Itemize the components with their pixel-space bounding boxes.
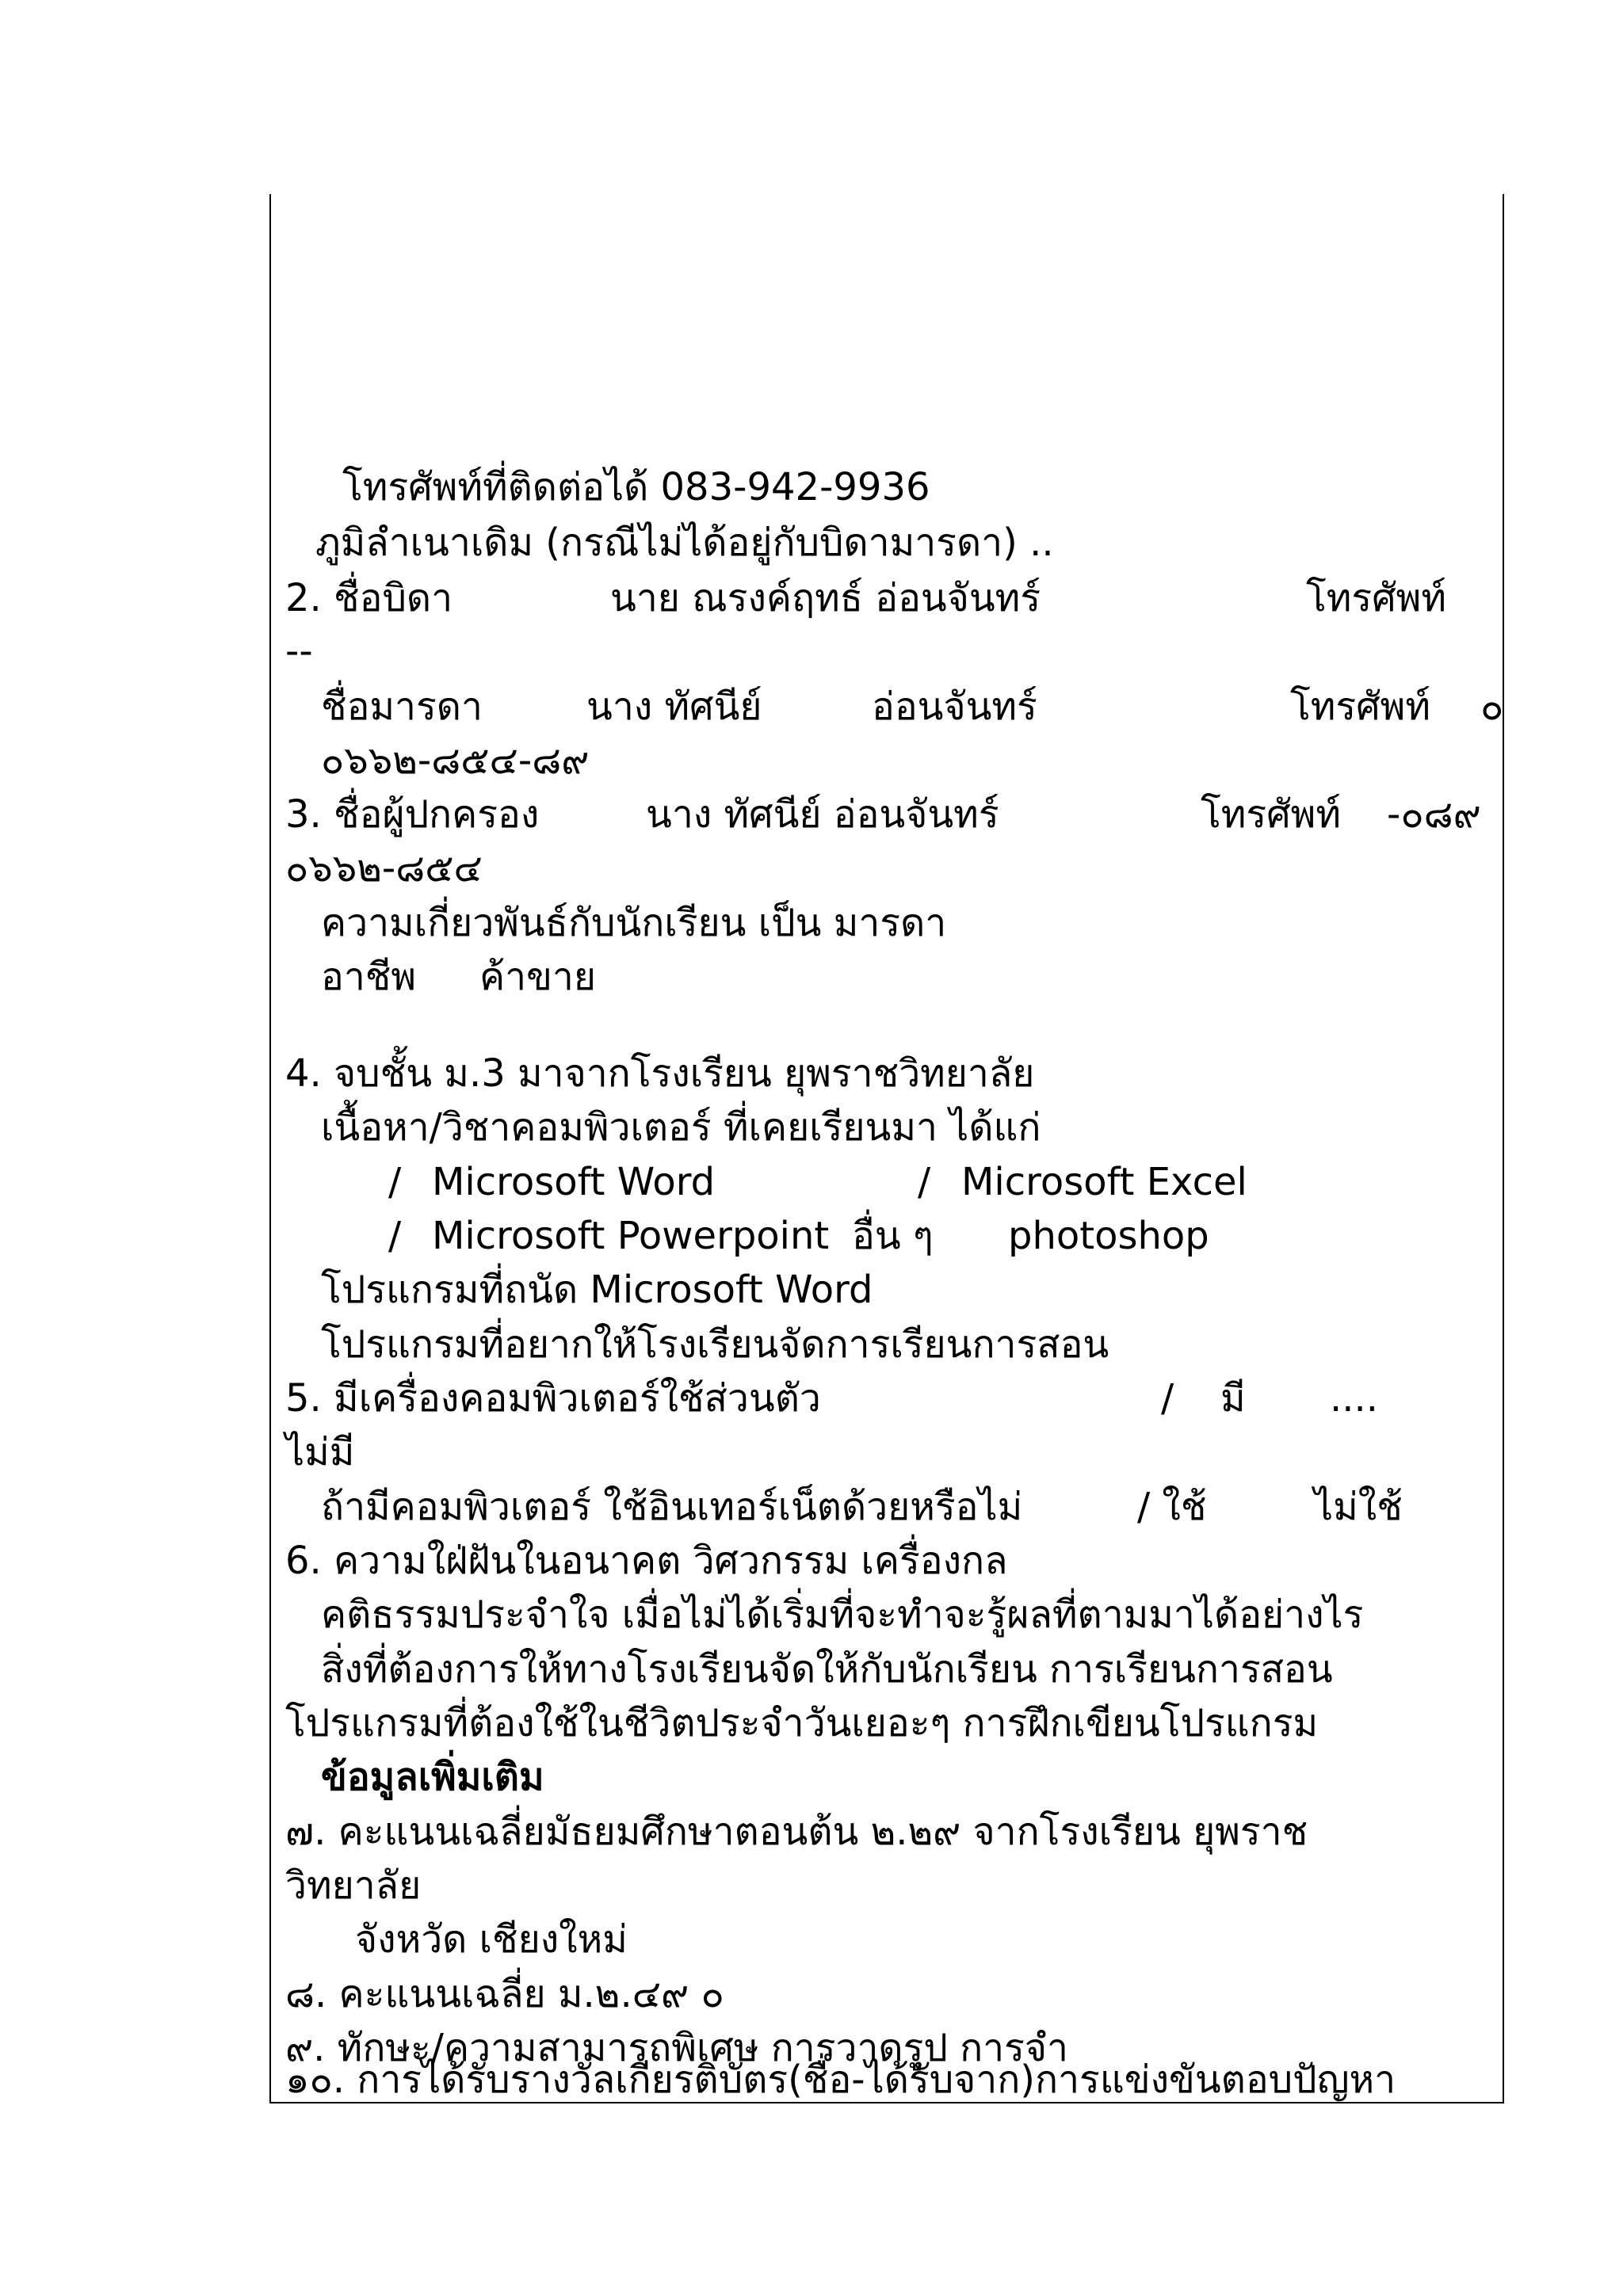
- awards-line: ๑๐. การได้รับรางวัลเกียรติบัตร(ชื่อ-ได้รับจาก)การแข่งขันตอบปัญหา: [285, 2058, 1396, 2102]
- skilled-program: โปรแกรมที่ถนัด Microsoft Word: [321, 1268, 873, 1312]
- motto-line: คติธรรมประจำใจ เมื่อไม่ได้เริ่มที่จะทำจะรู้ผลที่ตามมาได้อย่างไร: [321, 1592, 1364, 1637]
- father-label: 2. ชื่อบิดา: [285, 576, 453, 620]
- guardian-name: นาง ทัศนีย์ อ่อนจันทร์: [646, 792, 999, 837]
- guardian-occupation-label: อาชีพ: [321, 955, 416, 999]
- gpa-line-2: วิทยาลัย: [285, 1863, 422, 1908]
- computer-yes: มี: [1220, 1376, 1246, 1421]
- m-gpa-line: ๘. คะแนนเฉลี่ย ม.๒.๔๙ ๐: [285, 1972, 724, 2016]
- graduated-line: 4. จบชั้น ม.3 มาจากโรงเรียน ยุพราชวิทยาลัย: [285, 1051, 1035, 1096]
- gpa-line-1: ๗. คะแนนเฉลี่ยมัธยมศึกษาตอนต้น ๒.๒๙ จากโรงเรียน ยุพราช: [285, 1810, 1308, 1854]
- computer-question: 5. มีเครื่องคอมพิวเตอร์ใช้ส่วนตัว: [285, 1376, 821, 1421]
- hometown-label: ภูมิลำเนาเดิม (กรณีไม่ได้อยู่กับบิดามารดา): [315, 521, 1018, 565]
- additional-heading: ข้อมูลเพิ่มเติม: [321, 1755, 544, 1799]
- school-wants-line: สิ่งที่ต้องการให้ทางโรงเรียนจัดให้กับนักเรียน การเรียนการสอน: [321, 1647, 1333, 1691]
- guardian-phone-label: โทรศัพท์: [1201, 792, 1341, 837]
- subject-word: Microsoft Word: [432, 1160, 716, 1204]
- contact-phone-line: [342, 463, 930, 511]
- subject-excel: Microsoft Excel: [961, 1160, 1247, 1204]
- computer-dots: ....: [1330, 1376, 1379, 1421]
- checkmark-word: /: [388, 1160, 402, 1204]
- contact-phone-label: โทรศัพท์ที่ติดต่อได้: [342, 465, 649, 509]
- checkmark-powerpoint: /: [388, 1214, 402, 1258]
- province-line: จังหวัด เชียงใหม่: [355, 1917, 628, 1962]
- internet-no: ไม่ใช้: [1314, 1485, 1403, 1529]
- mother-phone-value: ๐๖๖๒-๘๕๔-๘๙: [321, 738, 590, 783]
- subject-other-label: อื่น ๆ: [852, 1214, 934, 1258]
- mother-surname: อ่อนจันทร์: [872, 685, 1037, 729]
- hometown-line: [315, 519, 1054, 566]
- dream-line: 6. ความใฝ่ฝันในอนาคต วิศวกรรม เครื่องกล: [285, 1539, 1008, 1583]
- mother-phone-label: โทรศัพท์: [1290, 685, 1430, 729]
- guardian-phone-lead: -๐๘๙: [1387, 792, 1481, 837]
- internet-yes: / ใช้: [1137, 1485, 1207, 1529]
- guardian-label: 3. ชื่อผู้ปกครอง: [285, 792, 540, 837]
- guardian-phone-value: ๐๖๖๒-๘๕๔: [285, 846, 483, 891]
- talent-line: ๙. ทักษะ/ความสามารถพิเศษ การวาดรูป การจำ: [285, 2026, 1068, 2070]
- mother-phone-lead: ๐: [1480, 685, 1504, 729]
- computer-checkmark: /: [1161, 1376, 1174, 1421]
- father-phone-label: โทรศัพท์: [1306, 576, 1446, 620]
- wanted-program: โปรแกรมที่อยากให้โรงเรียนจัดการเรียนการสอน: [321, 1322, 1109, 1367]
- hometown-value: ..: [1029, 521, 1054, 565]
- mother-title: นาง ทัศนีย์: [586, 685, 762, 729]
- internet-question: ถ้ามีคอมพิวเตอร์ ใช้อินเทอร์เน็ตด้วยหรือไม่: [321, 1485, 1023, 1529]
- father-phone-value: --: [285, 629, 313, 673]
- school-wants-cont: โปรแกรมที่ต้องใช้ในชีวิตประจำวันเยอะๆ การฝึกเขียนโปรแกรม: [285, 1701, 1319, 1745]
- mother-label: ชื่อมารดา: [321, 685, 483, 729]
- checkmark-excel: /: [918, 1160, 931, 1204]
- subject-other-value: photoshop: [1008, 1214, 1209, 1258]
- guardian-occupation-value: ค้าขาย: [479, 955, 596, 999]
- computer-no: ไม่มี: [285, 1430, 355, 1474]
- contact-phone-value: 083-942-9936: [660, 465, 930, 509]
- subject-powerpoint: Microsoft Powerpoint: [432, 1214, 830, 1258]
- father-name: นาย ณรงค์ฤทธ์ อ่อนจันทร์: [610, 576, 1041, 620]
- guardian-relation: ความเกี่ยวพันธ์กับนักเรียน เป็น มารดา: [321, 901, 947, 945]
- subjects-label: เนื้อหา/วิชาคอมพิวเตอร์ ที่เคยเรียนมา ได้แก่: [321, 1105, 1041, 1150]
